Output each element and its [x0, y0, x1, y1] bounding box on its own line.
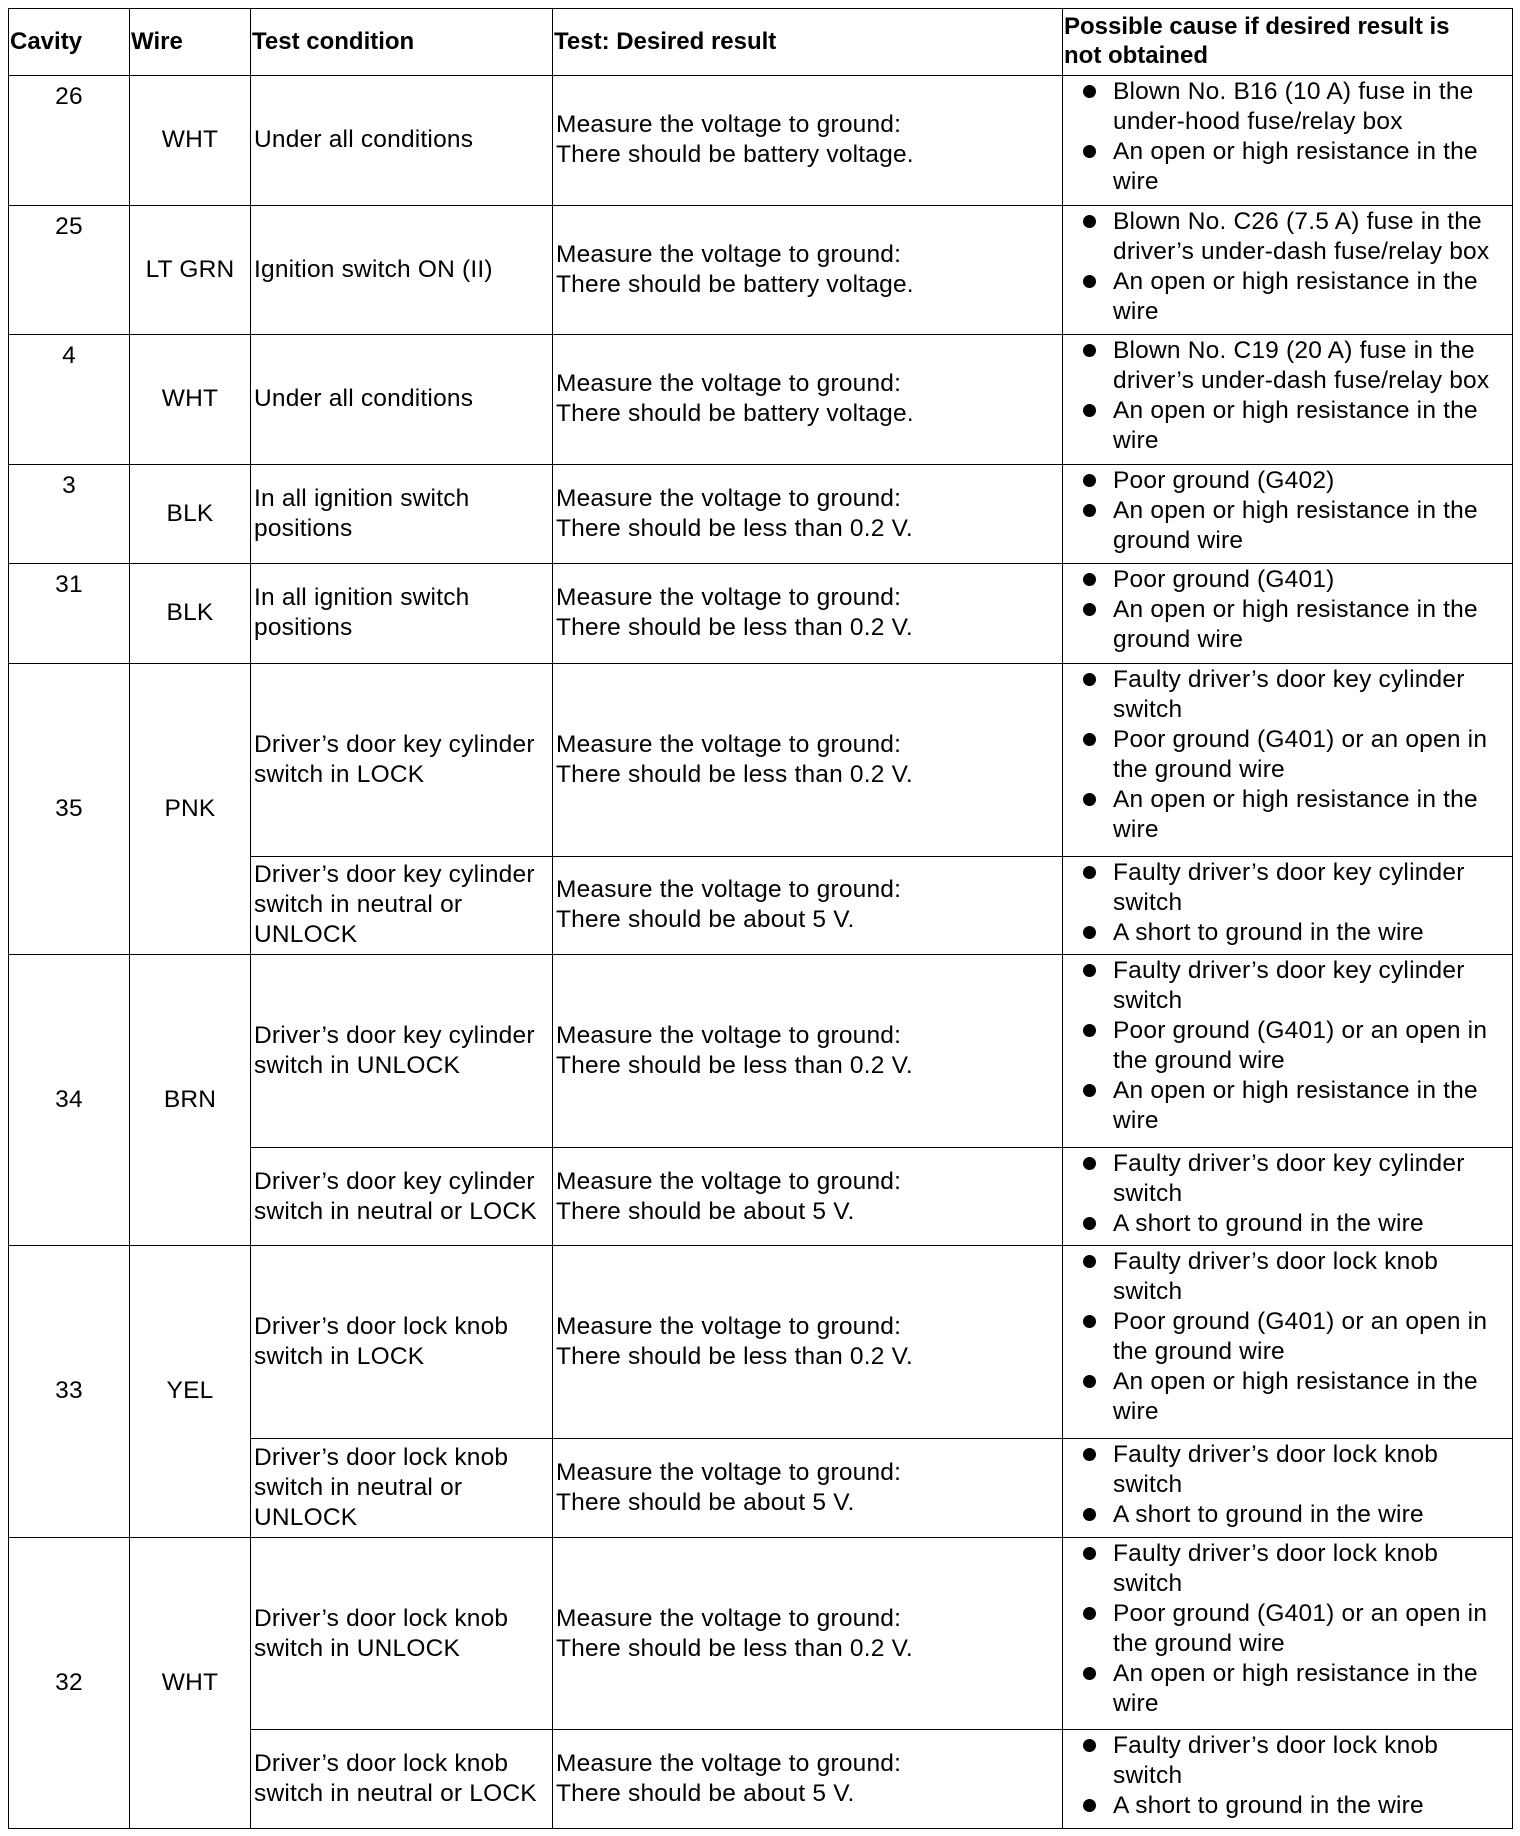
cause-line: A short to ground in the wire [1113, 1792, 1424, 1820]
test-condition-cell [251, 663, 553, 856]
wire-color-cell: PNK [130, 663, 251, 954]
bullet-icon [1083, 275, 1096, 288]
wire-color-cell: BLK [130, 464, 251, 563]
cause-line: Faulty driver’s door key cylinder [1113, 1149, 1465, 1177]
cause-item [1063, 1440, 1508, 1500]
desired-result-line: Measure the voltage to ground: [556, 730, 902, 758]
cause-line: switch [1113, 1569, 1183, 1597]
cause-line: An open or high resistance in the [1113, 267, 1478, 295]
cause-line: An open or high resistance in the [1113, 1368, 1478, 1396]
cause-line: An open or high resistance in the [1113, 1076, 1478, 1104]
desired-result-line: Measure the voltage to ground: [556, 1167, 902, 1195]
cause-line: Poor ground (G401) or an open in [1113, 1016, 1488, 1044]
test-condition-cell [251, 464, 553, 563]
test-condition-cell [251, 1439, 553, 1537]
test-condition-cell [251, 564, 553, 663]
test-condition-cell [251, 954, 553, 1147]
desired-result-line: There should be about 5 V. [556, 1197, 855, 1225]
bullet-icon [1083, 793, 1096, 806]
cause-line: Poor ground (G401) or an open in [1113, 1599, 1488, 1627]
wire-color-cell: YEL [130, 1246, 251, 1537]
cause-line: Poor ground (G401) [1113, 566, 1335, 594]
desired-result-cell [553, 1147, 1063, 1245]
cause-line: An open or high resistance in the [1113, 138, 1478, 165]
test-condition-line: UNLOCK [254, 1503, 358, 1531]
cause-item [1063, 1599, 1508, 1659]
cause-item [1063, 565, 1508, 595]
bullet-icon [1083, 1667, 1096, 1680]
cause-line: Faulty driver’s door key cylinder [1113, 858, 1465, 886]
possible-cause-cell [1063, 464, 1513, 563]
wire-color-cell: WHT [130, 1537, 251, 1828]
desired-result-cell [553, 76, 1063, 206]
cause-item [1063, 396, 1508, 456]
bullet-icon [1083, 504, 1096, 517]
table-row [9, 76, 1513, 206]
header-cavity: Cavity [9, 9, 130, 76]
desired-result-line: Measure the voltage to ground: [556, 370, 902, 398]
cause-item [1063, 595, 1508, 655]
cause-list [1063, 336, 1508, 456]
possible-cause-cell [1063, 1439, 1513, 1537]
cause-item [1063, 785, 1508, 845]
cavity-cell: 3 [9, 464, 130, 563]
cause-line: Faulty driver’s door lock knob [1113, 1248, 1439, 1276]
test-condition-line: Driver’s door key cylinder [254, 861, 535, 889]
cause-item [1063, 918, 1508, 948]
header-possible-cause-line: not obtained [1064, 42, 1208, 69]
test-condition-cell [251, 1246, 553, 1439]
bullet-icon [1083, 573, 1096, 586]
cause-list [1063, 1539, 1508, 1719]
bullet-icon [1083, 404, 1096, 417]
cause-item [1063, 1209, 1508, 1239]
cause-item [1063, 1247, 1508, 1307]
cause-line: An open or high resistance in the [1113, 1659, 1478, 1687]
table-row [9, 1246, 1513, 1439]
desired-result-cell [553, 663, 1063, 856]
cause-list [1063, 207, 1508, 327]
cause-item [1063, 496, 1508, 556]
cause-line: Faulty driver’s door key cylinder [1113, 956, 1465, 984]
test-condition-line: Driver’s door key cylinder [254, 1167, 535, 1195]
bullet-icon [1083, 964, 1096, 977]
cause-list [1063, 665, 1508, 845]
cause-item [1063, 1659, 1508, 1719]
table-row [9, 1537, 1513, 1730]
cause-list [1063, 77, 1508, 197]
bullet-icon [1083, 1084, 1096, 1097]
cause-line: the ground wire [1113, 1629, 1285, 1657]
cause-line: wire [1113, 815, 1159, 843]
test-condition-line: switch in neutral or LOCK [254, 1197, 537, 1225]
cause-list [1063, 956, 1508, 1136]
cause-item [1063, 137, 1508, 197]
possible-cause-cell [1063, 564, 1513, 663]
cause-line: An open or high resistance in the [1113, 496, 1478, 524]
desired-result-cell [553, 564, 1063, 663]
cause-line: Faulty driver’s door key cylinder [1113, 665, 1465, 693]
test-condition-line: UNLOCK [254, 921, 358, 949]
connector-test-table [8, 8, 1513, 1829]
cause-list [1063, 466, 1508, 556]
desired-result-line: Measure the voltage to ground: [556, 1021, 902, 1049]
test-condition-line: Driver’s door key cylinder [254, 1021, 535, 1049]
cause-item [1063, 207, 1508, 267]
cause-line: A short to ground in the wire [1113, 918, 1424, 946]
cause-item [1063, 956, 1508, 1016]
bullet-icon [1083, 866, 1096, 879]
cause-line: switch [1113, 695, 1183, 723]
possible-cause-cell [1063, 76, 1513, 206]
cause-item [1063, 858, 1508, 918]
desired-result-line: Measure the voltage to ground: [556, 1750, 902, 1778]
wire-color-cell: LT GRN [130, 205, 251, 335]
desired-result-cell [553, 856, 1063, 954]
desired-result-line: Measure the voltage to ground: [556, 240, 902, 268]
desired-result-line: There should be less than 0.2 V. [556, 760, 913, 788]
table-row [9, 954, 1513, 1147]
cause-line: wire [1113, 427, 1159, 455]
possible-cause-cell [1063, 335, 1513, 465]
desired-result-cell [553, 205, 1063, 335]
cause-item [1063, 77, 1508, 137]
possible-cause-cell [1063, 1147, 1513, 1245]
cavity-cell: 25 [9, 205, 130, 335]
desired-result-cell [553, 1439, 1063, 1537]
desired-result-line: Measure the voltage to ground: [556, 584, 902, 612]
possible-cause-cell [1063, 1730, 1513, 1829]
cause-line: ground wire [1113, 526, 1244, 554]
cause-line: wire [1113, 1689, 1159, 1717]
cause-line: the ground wire [1113, 1046, 1285, 1074]
desired-result-line: There should be less than 0.2 V. [556, 1343, 913, 1371]
cause-line: A short to ground in the wire [1113, 1209, 1424, 1237]
cause-item [1063, 1149, 1508, 1209]
bullet-icon [1083, 673, 1096, 686]
table-row [9, 564, 1513, 663]
desired-result-cell [553, 335, 1063, 465]
test-condition-line: Ignition switch ON (II) [254, 255, 493, 283]
desired-result-line: There should be about 5 V. [556, 906, 855, 934]
desired-result-line: Measure the voltage to ground: [556, 1458, 902, 1486]
bullet-icon [1083, 1799, 1096, 1812]
cause-line: the ground wire [1113, 755, 1285, 783]
bullet-icon [1083, 1547, 1096, 1560]
cause-line: Blown No. B16 (10 A) fuse in the [1113, 78, 1474, 105]
header-wire: Wire [130, 9, 251, 76]
cavity-cell: 33 [9, 1246, 130, 1537]
table-row [9, 205, 1513, 335]
cause-item [1063, 336, 1508, 396]
table-body [9, 76, 1513, 1829]
table-row [9, 663, 1513, 856]
bullet-icon [1083, 1607, 1096, 1620]
desired-result-line: Measure the voltage to ground: [556, 876, 902, 904]
cause-line: driver’s under-dash fuse/relay box [1113, 367, 1490, 395]
possible-cause-cell [1063, 663, 1513, 856]
possible-cause-cell [1063, 205, 1513, 335]
cause-item [1063, 466, 1508, 496]
wire-color-cell: BLK [130, 564, 251, 663]
test-condition-line: In all ignition switch [254, 484, 470, 512]
desired-result-cell [553, 464, 1063, 563]
test-condition-line: positions [254, 614, 353, 642]
test-condition-line: Driver’s door key cylinder [254, 730, 535, 758]
cause-line: switch [1113, 1471, 1183, 1499]
cause-line: the ground wire [1113, 1338, 1285, 1366]
test-condition-cell [251, 205, 553, 335]
desired-result-line: There should be about 5 V. [556, 1780, 855, 1808]
test-condition-line: Driver’s door lock knob [254, 1750, 509, 1778]
desired-result-line: There should be less than 0.2 V. [556, 1634, 913, 1662]
test-condition-cell [251, 335, 553, 465]
cavity-cell: 4 [9, 335, 130, 465]
possible-cause-cell [1063, 1537, 1513, 1730]
cause-line: An open or high resistance in the [1113, 596, 1478, 624]
bullet-icon [1083, 344, 1096, 357]
bullet-icon [1083, 1217, 1096, 1230]
desired-result-line: There should be battery voltage. [556, 141, 914, 169]
cause-line: Blown No. C26 (7.5 A) fuse in the [1113, 207, 1482, 235]
bullet-icon [1083, 603, 1096, 616]
test-condition-line: switch in neutral or LOCK [254, 1780, 537, 1808]
desired-result-cell [553, 954, 1063, 1147]
cause-line: wire [1113, 1106, 1159, 1134]
desired-result-line: There should be less than 0.2 V. [556, 1051, 913, 1079]
test-condition-line: Under all conditions [254, 385, 474, 413]
bullet-icon [1083, 1739, 1096, 1752]
test-condition-cell [251, 1537, 553, 1730]
test-condition-line: switch in neutral or [254, 891, 463, 919]
desired-result-line: There should be less than 0.2 V. [556, 514, 913, 542]
test-condition-line: Driver’s door lock knob [254, 1604, 509, 1632]
possible-cause-cell [1063, 856, 1513, 954]
cavity-cell: 26 [9, 76, 130, 206]
desired-result-line: There should be less than 0.2 V. [556, 614, 913, 642]
cavity-cell: 34 [9, 954, 130, 1245]
cause-item [1063, 1539, 1508, 1599]
test-condition-cell [251, 1147, 553, 1245]
header-possible-cause-line: Possible cause if desired result is [1064, 13, 1450, 40]
table-row [9, 464, 1513, 563]
cause-line: switch [1113, 1278, 1183, 1306]
desired-result-line: Measure the voltage to ground: [556, 484, 902, 512]
bullet-icon [1083, 926, 1096, 939]
test-condition-line: Under all conditions [254, 126, 474, 154]
possible-cause-cell [1063, 954, 1513, 1147]
cause-line: wire [1113, 1398, 1159, 1426]
desired-result-cell [553, 1730, 1063, 1829]
bullet-icon [1083, 474, 1096, 487]
cause-list [1063, 565, 1508, 655]
desired-result-cell [553, 1537, 1063, 1730]
bullet-icon [1083, 733, 1096, 746]
cause-item [1063, 1016, 1508, 1076]
test-condition-line: In all ignition switch [254, 584, 470, 612]
cause-line: Blown No. C19 (20 A) fuse in the [1113, 337, 1475, 365]
cause-line: switch [1113, 888, 1183, 916]
cause-item [1063, 1367, 1508, 1427]
cause-line: A short to ground in the wire [1113, 1501, 1424, 1529]
desired-result-line: Measure the voltage to ground: [556, 1313, 902, 1341]
possible-cause-cell [1063, 1246, 1513, 1439]
bullet-icon [1083, 1448, 1096, 1461]
bullet-icon [1083, 215, 1096, 228]
table-row [9, 335, 1513, 465]
test-condition-cell [251, 856, 553, 954]
cause-list [1063, 1440, 1508, 1530]
header-desired-result: Test: Desired result [553, 9, 1063, 76]
test-condition-line: switch in UNLOCK [254, 1051, 461, 1079]
test-condition-line: Driver’s door lock knob [254, 1443, 509, 1471]
cause-line: Poor ground (G401) or an open in [1113, 1308, 1488, 1336]
cause-item [1063, 1791, 1508, 1821]
cause-line: Faulty driver’s door lock knob [1113, 1539, 1439, 1567]
cause-item [1063, 267, 1508, 327]
cause-list [1063, 858, 1508, 948]
cause-item [1063, 1076, 1508, 1136]
cause-line: An open or high resistance in the [1113, 397, 1478, 425]
wire-color-cell: BRN [130, 954, 251, 1245]
test-condition-cell [251, 1730, 553, 1829]
cavity-cell: 31 [9, 564, 130, 663]
cause-item [1063, 725, 1508, 785]
bullet-icon [1083, 1157, 1096, 1170]
cause-line: Faulty driver’s door lock knob [1113, 1441, 1439, 1469]
test-condition-line: switch in neutral or [254, 1473, 463, 1501]
test-condition-line: Driver’s door lock knob [254, 1313, 509, 1341]
bullet-icon [1083, 145, 1096, 158]
cause-line: An open or high resistance in the [1113, 785, 1478, 813]
cause-line: switch [1113, 1179, 1183, 1207]
cavity-cell: 35 [9, 663, 130, 954]
desired-result-line: Measure the voltage to ground: [556, 1604, 902, 1632]
test-condition-cell [251, 76, 553, 206]
desired-result-line: Measure the voltage to ground: [556, 111, 902, 139]
cause-line: switch [1113, 1762, 1183, 1790]
cause-item [1063, 1731, 1508, 1791]
cause-line: driver’s under-dash fuse/relay box [1113, 237, 1490, 265]
cause-item [1063, 665, 1508, 725]
header-test-condition: Test condition [251, 9, 553, 76]
test-condition-line: switch in LOCK [254, 760, 425, 788]
test-condition-line: positions [254, 514, 353, 542]
cause-list [1063, 1149, 1508, 1239]
cause-item [1063, 1307, 1508, 1367]
cause-line: switch [1113, 986, 1183, 1014]
desired-result-line: There should be about 5 V. [556, 1488, 855, 1516]
test-condition-line: switch in LOCK [254, 1343, 425, 1371]
table-header-row [9, 9, 1513, 76]
cause-line: Poor ground (G401) or an open in [1113, 725, 1488, 753]
cause-item [1063, 1500, 1508, 1530]
cause-list [1063, 1731, 1508, 1821]
cause-line: wire [1113, 168, 1159, 195]
bullet-icon [1083, 1375, 1096, 1388]
bullet-icon [1083, 1255, 1096, 1268]
cause-line: wire [1113, 297, 1159, 325]
bullet-icon [1083, 1315, 1096, 1328]
wire-color-cell: WHT [130, 335, 251, 465]
bullet-icon [1083, 1508, 1096, 1521]
test-condition-line: switch in UNLOCK [254, 1634, 461, 1662]
wire-color-cell: WHT [130, 76, 251, 206]
bullet-icon [1083, 1024, 1096, 1037]
bullet-icon [1083, 85, 1096, 98]
cause-line: ground wire [1113, 626, 1244, 654]
header-possible-cause [1063, 9, 1513, 76]
cause-line: Poor ground (G402) [1113, 466, 1335, 494]
desired-result-line: There should be battery voltage. [556, 270, 914, 298]
cavity-cell: 32 [9, 1537, 130, 1828]
desired-result-line: There should be battery voltage. [556, 400, 914, 428]
cause-line: Faulty driver’s door lock knob [1113, 1732, 1439, 1760]
desired-result-cell [553, 1246, 1063, 1439]
cause-line: under-hood fuse/relay box [1113, 108, 1403, 135]
cause-list [1063, 1247, 1508, 1427]
